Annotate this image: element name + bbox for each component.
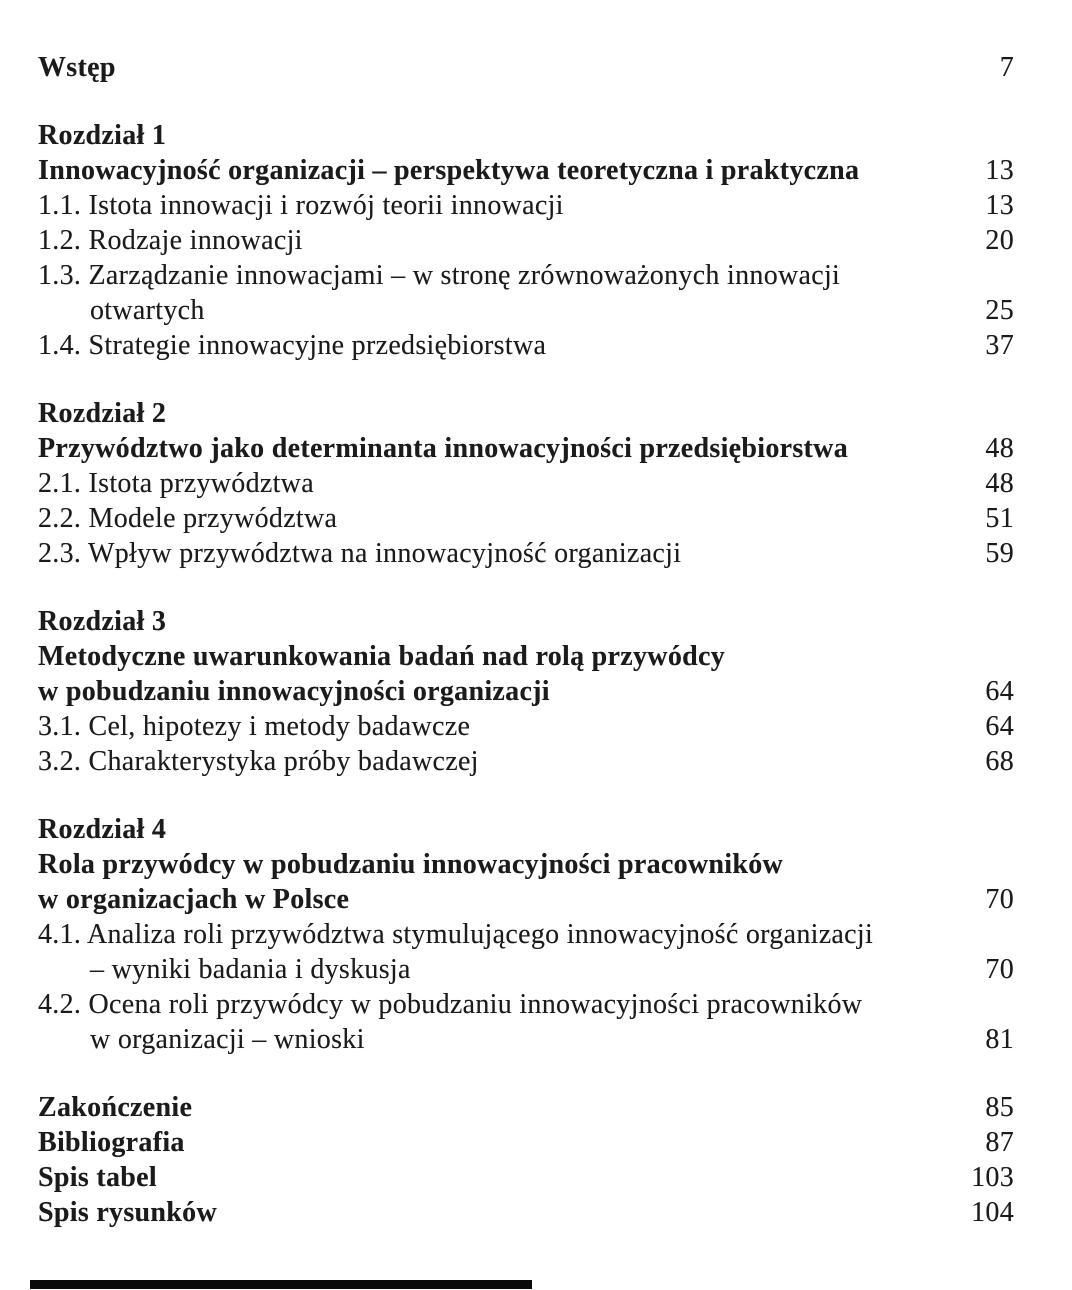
toc-entry-text: Spis rysunków	[38, 1197, 217, 1228]
toc-entry-text: Rozdział 3	[38, 606, 167, 637]
toc-row	[38, 50, 1014, 85]
toc-row	[38, 396, 1014, 431]
toc-row	[38, 1195, 1014, 1230]
toc-page-number: 13	[985, 155, 1014, 186]
toc-row	[38, 1160, 1014, 1195]
toc-page-number: 64	[985, 676, 1014, 707]
toc-row	[38, 1090, 1014, 1125]
toc-row	[38, 328, 1014, 363]
toc-row	[38, 917, 1014, 952]
toc-entry-text: 2.3. Wpływ przywództwa na innowacyjność organizacji	[38, 538, 682, 569]
toc-entry-text: Rozdział 1	[38, 120, 167, 151]
toc-page-number: 104	[971, 1197, 1014, 1228]
toc-row	[38, 466, 1014, 501]
toc-list	[38, 50, 1014, 1230]
toc-page-number: 20	[985, 225, 1014, 256]
toc-page-number: 48	[985, 433, 1014, 464]
toc-page-number: 85	[985, 1092, 1014, 1123]
toc-row	[38, 604, 1014, 639]
scan-artifact-bar	[30, 1280, 532, 1289]
toc-entry-text: w pobudzaniu innowacyjności organizacji	[38, 676, 550, 707]
toc-entry-text: 3.1. Cel, hipotezy i metody badawcze	[38, 711, 471, 742]
toc-row	[38, 431, 1014, 466]
toc-row	[38, 258, 1014, 293]
toc-entry-text: 2.1. Istota przywództwa	[38, 468, 314, 499]
toc-entry-text: Bibliografia	[38, 1127, 185, 1158]
toc-page-number: 68	[985, 746, 1014, 777]
toc-row	[38, 293, 1014, 328]
toc-row	[38, 1125, 1014, 1160]
toc-entry-text: otwartych	[90, 295, 205, 326]
toc-entry-text: Rozdział 4	[38, 814, 167, 845]
toc-page-number: 81	[985, 1024, 1014, 1055]
toc-entry-text: Spis tabel	[38, 1162, 157, 1193]
toc-entry-text: Innowacyjność organizacji – perspektywa teoretyczna i praktyczna	[38, 155, 860, 186]
toc-page-number: 59	[985, 538, 1014, 569]
toc-page-number: 51	[985, 503, 1014, 534]
toc-row	[38, 223, 1014, 258]
toc-row	[38, 153, 1014, 188]
toc-entry-text: 4.1. Analiza roli przywództwa stymulującego innowacyjność organizacji	[38, 919, 874, 950]
toc-entry-text: – wyniki badania i dyskusja	[90, 954, 411, 985]
toc-entry-text: 1.1. Istota innowacji i rozwój teorii innowacji	[38, 190, 564, 221]
toc-entry-text: w organizacjach w Polsce	[38, 884, 350, 915]
toc-row	[38, 188, 1014, 223]
toc-row	[38, 709, 1014, 744]
toc-entry-text: Rola przywódcy w pobudzaniu innowacyjności pracowników	[38, 849, 784, 880]
toc-page-number: 103	[971, 1162, 1014, 1193]
toc-entry-text: Metodyczne uwarunkowania badań nad rolą przywódcy	[38, 641, 726, 672]
toc-row	[38, 987, 1014, 1022]
toc-entry-text: Zakończenie	[38, 1092, 193, 1123]
toc-page-number: 37	[985, 330, 1014, 361]
toc-entry-text: 1.3. Zarządzanie innowacjami – w stronę zrównoważonych innowacji	[38, 260, 841, 291]
toc-row	[38, 952, 1014, 987]
toc-entry-text: 3.2. Charakterystyka próby badawczej	[38, 746, 479, 777]
toc-entry-text: 1.4. Strategie innowacyjne przedsiębiorstwa	[38, 330, 547, 361]
toc-entry-text: Wstęp	[38, 52, 116, 83]
toc-entry-text: Przywództwo jako determinanta innowacyjności przedsiębiorstwa	[38, 433, 848, 464]
toc-row	[38, 536, 1014, 571]
toc-entry-text: 4.2. Ocena roli przywódcy w pobudzaniu innowacyjności pracowników	[38, 989, 863, 1020]
toc-row	[38, 847, 1014, 882]
toc-row	[38, 674, 1014, 709]
toc-row	[38, 501, 1014, 536]
toc-entry-text: w organizacji – wnioski	[90, 1024, 365, 1055]
toc-page-number: 48	[985, 468, 1014, 499]
toc-page-number: 25	[985, 295, 1014, 326]
toc-row	[38, 1022, 1014, 1057]
toc-row	[38, 118, 1014, 153]
toc-row	[38, 812, 1014, 847]
toc-page-number: 7	[999, 52, 1014, 83]
toc-page-number: 13	[985, 190, 1014, 221]
toc-entry-text: Rozdział 2	[38, 398, 167, 429]
toc-page-number: 70	[985, 884, 1014, 915]
toc-page-number: 70	[985, 954, 1014, 985]
toc-row	[38, 882, 1014, 917]
toc-row	[38, 744, 1014, 779]
toc-page-number: 64	[985, 711, 1014, 742]
toc-entry-text: 2.2. Modele przywództwa	[38, 503, 338, 534]
toc-entry-text: 1.2. Rodzaje innowacji	[38, 225, 303, 256]
toc-page-number: 87	[985, 1127, 1014, 1158]
toc-row	[38, 639, 1014, 674]
